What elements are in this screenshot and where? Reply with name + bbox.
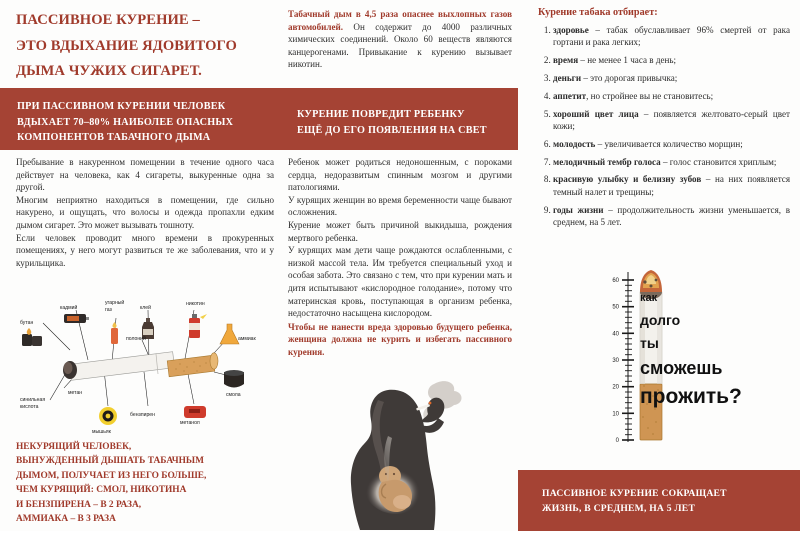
mid-paragraph-3: Курение может быть причиной выкидыша, рождения мертвого ребенка. — [288, 219, 512, 243]
mid-paragraph-2: У курящих женщин во время беременности чаще бывают осложнения. — [288, 194, 512, 218]
diagram-label-ammonia: аммиак — [238, 336, 256, 342]
headline-line-3: ДЫМА ЧУЖИХ СИГАРЕТ. — [16, 63, 202, 80]
slogan-line-4: сможешь — [640, 358, 723, 378]
left-paragraph-2: Многим неприятно находиться в помещении, где сильно накурено, и ощущать, что волосы и одежда пропахли едким дымом сигарет. Это может вызывать тошноту. — [16, 194, 274, 230]
list-item-term: деньги — [553, 73, 582, 83]
banner-left-line-2: ВДЫХАЕТ 70–80% НАИБОЛЕЕ ОПАСНЫХ — [17, 116, 234, 128]
mid-intro-rest: Он содержит до 4000 различных химических соединений. Около 60 веществ являются канцерогенами. Привыкание к курению вызывает никотин. — [288, 21, 512, 70]
diagram-label-methanol: метанол — [180, 420, 200, 426]
list-item-rest: – увеличивается количество морщин; — [595, 138, 743, 149]
banner-left-line-1: ПРИ ПАССИВНОМ КУРЕНИИ ЧЕЛОВЕК — [17, 101, 226, 112]
banner-bottom-line-2: ЖИЗНЬ, В СРЕДНЕМ, НА 5 ЛЕТ — [542, 502, 696, 514]
list-item — [553, 24, 790, 49]
diagram-label-carbon-monoxide-2: газ — [105, 307, 112, 313]
diagram-label-methane: метан — [68, 390, 83, 396]
banner-left-line-3: КОМПОНЕНТОВ ТАБАЧНОГО ДЫМА — [17, 132, 211, 143]
diagram-label-cadmium: кадмий — [60, 305, 78, 311]
mid-paragraph-4: У курящих мам дети чаще рождаются ослабленными, с низкой массой тела. Им требуется специальный уход и особая забота. Это связано с тем, что при курении мать и дитя испытывают «кислородное голодание», потому что материнская кровь, поступающая в организм ребенка, недостаточно насыщена кислородом. — [288, 245, 512, 319]
list-item-term: годы жизни — [553, 204, 604, 215]
page-title — [16, 8, 278, 85]
mid-closing-warning: Чтобы не нанести вреда здоровью будущего ребенка, женщина должна не курить и избегать пассивного курения. — [288, 321, 512, 357]
list-item-term: молодость — [553, 138, 596, 149]
left-bottom-line-3: ДЫМОМ, ПОЛУЧАЕТ ИЗ НЕГО БОЛЬШЕ, — [16, 470, 207, 481]
banner-bottom-line-1: ПАССИВНОЕ КУРЕНИЕ СОКРАЩАЕТ — [542, 488, 727, 499]
diagram-label-hydrocyanic-acid-2: кислота — [20, 404, 39, 410]
list-item-term: мелодичный тембр голоса — [553, 156, 661, 167]
ruler-tick-60: 60 — [612, 278, 619, 284]
list-item-rest: – это дорогая привычка; — [581, 73, 678, 83]
list-item-term: время — [553, 55, 579, 66]
slogan-line-3: ты — [640, 335, 659, 351]
diagram-label-benzopyrene: бензпирен — [130, 412, 155, 418]
ruler-tick-30: 30 — [612, 358, 619, 364]
left-bottom-line-5: И БЕНЗПИРЕНА – В 2 РАЗА, — [16, 499, 142, 510]
banner-mid-line-2: ЕЩЁ ДО ЕГО ПОЯВЛЕНИЯ НА СВЕТ — [297, 124, 487, 136]
list-item-term: красивую улыбку и белизну зубов — [553, 174, 702, 185]
list-item — [553, 173, 790, 198]
banner-life-shortened — [518, 470, 800, 531]
list-item — [553, 108, 790, 133]
list-item-rest: – голос становится хриплым; — [660, 156, 777, 167]
list-item — [553, 156, 790, 168]
list-item — [553, 90, 790, 102]
list-item-rest: – появляется желтовато-серый цвет кожи; — [553, 108, 790, 131]
mid-body-text — [288, 156, 512, 359]
diagram-label-nicotine: никотин — [186, 301, 205, 307]
list-item-rest: , но стройнее вы не становитесь; — [586, 90, 714, 101]
left-bottom-line-1: НЕКУРЯЩИЙ ЧЕЛОВЕК, — [16, 442, 132, 452]
diagram-label-tar: смола — [226, 392, 241, 398]
ruler-slogan — [640, 288, 790, 412]
mid-paragraph-1: Ребенок может родиться недоношенным, с пороками сердца, недоразвитым спинным мозгом и другими патологиями. — [288, 157, 512, 193]
ruler-tick-10: 10 — [612, 411, 619, 418]
left-bottom-line-4: ЧЕМ КУРЯЩИЙ: СМОЛ, НИКОТИНА — [16, 485, 187, 496]
left-body-text — [16, 156, 274, 269]
diagram-label-glue: клей — [140, 305, 151, 311]
diagram-label-arsenic: мышьяк — [92, 429, 111, 435]
diagram-label-butane: бутан — [20, 320, 34, 326]
diagram-label-polonium: полоний — [126, 336, 146, 342]
diagram-label-hydrocyanic-acid: синильная — [20, 397, 46, 403]
slogan-line-1: как — [640, 292, 658, 304]
list-item — [553, 54, 790, 66]
slogan-line-2: долго — [640, 312, 681, 328]
ruler-tick-20: 20 — [612, 384, 619, 391]
headline-line-2: ЭТО ВДЫХАНИЕ ЯДОВИТОГО — [16, 37, 237, 54]
mid-intro-lead: Табачный дым в 4,5 раза опаснее выхлопных газов автомобилей. — [288, 9, 512, 32]
cigarette-chemicals-diagram — [8, 288, 276, 436]
list-item-term: аппетит — [553, 90, 587, 101]
banner-mid-line-1: КУРЕНИЕ ПОВРЕДИТ РЕБЕНКУ — [297, 109, 465, 120]
ruler-tick-40: 40 — [612, 331, 619, 338]
smoking-takes-away-list — [538, 24, 790, 234]
right-list-title: Курение табака отбирает: — [538, 7, 658, 18]
diagram-label-carbon-monoxide: угарный — [105, 300, 125, 306]
list-item — [553, 138, 790, 150]
list-item-term: хороший цвет лица — [553, 108, 639, 119]
banner-passive-smoking — [0, 88, 283, 150]
left-bottom-line-2: ВЫНУЖДЕННЫЙ ДЫШАТЬ ТАБАЧНЫМ — [16, 456, 204, 467]
ruler-tick-0: 0 — [615, 438, 619, 444]
banner-harm-to-child — [283, 88, 518, 150]
list-item-term: здоровье — [553, 25, 589, 35]
ruler-tick-50: 50 — [612, 304, 619, 311]
list-item — [553, 72, 790, 84]
list-item-rest: – табак обуславливает 96% смертей от рака гортани и рака легких; — [553, 25, 790, 48]
headline-line-1: ПАССИВНОЕ КУРЕНИЕ – — [16, 12, 200, 28]
pregnant-smoker-silhouette — [330, 378, 490, 530]
list-item — [553, 204, 790, 229]
list-item-rest: – на них появляется темный налет и трещины; — [553, 174, 790, 197]
left-bottom-warning — [16, 440, 278, 526]
left-bottom-line-6: АММИАКА – В 3 РАЗА — [16, 514, 116, 525]
mid-intro-paragraph — [288, 8, 512, 71]
list-item-rest: – продолжительность жизни уменьшается, в среднем, на 5 лет. — [553, 204, 790, 227]
list-item-rest: – не менее 1 часа в день; — [578, 55, 677, 66]
left-paragraph-3: Если человек проводит много времени в прокуренных помещениях, у него могут развиться те же заболевания, что и у курильщика. — [16, 232, 274, 268]
left-paragraph-1: Пребывание в накуренном помещении в течение одного часа действует на человека, как 4 сигареты, выкуренные одна за другой. — [16, 157, 274, 193]
slogan-line-5: прожить? — [640, 385, 742, 408]
